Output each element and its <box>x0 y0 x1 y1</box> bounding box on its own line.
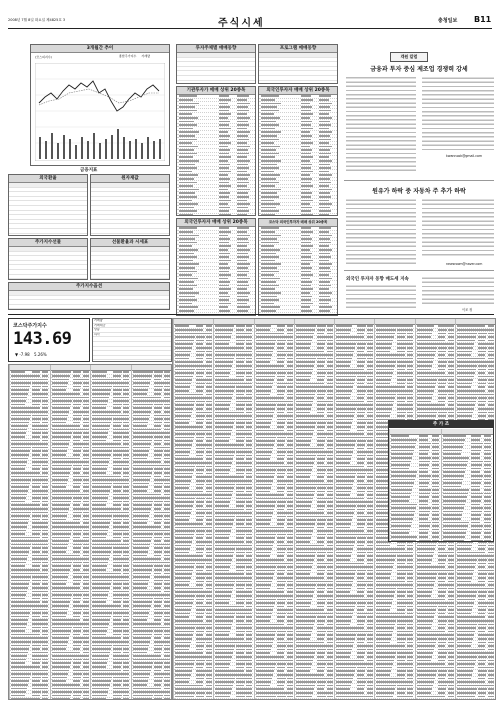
divider-1 <box>344 180 494 181</box>
kosdaq-label: 코스닥주가지수 <box>13 323 47 329</box>
inst-top20-title: 기관투자가 매매 상위 20종목 <box>177 87 255 95</box>
kospi-chart-box <box>30 44 170 166</box>
options-title: 주가지수옵션 <box>9 283 169 291</box>
forex-box <box>8 174 88 236</box>
program-trade-title: 프로그램 매매동향 <box>259 45 337 53</box>
kosdaq-stats-table <box>93 319 171 362</box>
article-3-body <box>346 284 416 310</box>
bottom-right-title: 주 가 조 <box>389 421 493 428</box>
listing-row <box>91 698 132 699</box>
listing-row <box>390 539 442 541</box>
column-header: 객원 칼럼 <box>390 52 428 62</box>
kospi-line-chart <box>35 63 165 161</box>
foreign-top20-box <box>176 218 256 316</box>
article-1-headline: 금융과 투자 중심 제조업 경쟁력 강세 <box>370 66 468 73</box>
commodity-box <box>90 174 170 236</box>
kospi-chart-title: 3개월간 추이 <box>31 45 169 53</box>
kosdaq-stat-label-3: 하락 <box>93 332 147 337</box>
kosdaq-foreign-rows <box>259 227 337 315</box>
options-box <box>8 282 170 310</box>
futures-box <box>8 238 88 280</box>
listing-column <box>389 429 442 541</box>
options-table <box>9 291 169 309</box>
kosdaq-down-icon: ▼ <box>15 352 19 357</box>
listing-column <box>9 365 51 699</box>
kosdaq-stat-label-1: 거래대금 <box>93 323 147 328</box>
listing-column <box>441 429 493 541</box>
foreign-top20-b-title: 외국인투자자 매매 상위 20종목 <box>259 87 337 95</box>
page-number: B11 <box>474 15 492 24</box>
program-trade-table <box>259 53 337 81</box>
masthead-rule <box>8 28 492 29</box>
article-3-headline: 외국인 투자자 동향 매도세 지속 <box>346 277 409 282</box>
listing-row <box>10 698 51 699</box>
forex-title: 외국환율 <box>9 175 87 183</box>
fx-forward-table <box>91 247 169 279</box>
commodity-title: 원자재값 <box>91 175 169 183</box>
futures-table <box>9 247 87 279</box>
listing-row <box>51 698 92 699</box>
bottom-right-rows <box>389 429 493 541</box>
investor-trend-title: 투자주체별 매매동향 <box>177 45 255 53</box>
inst-top20-rows <box>177 95 255 215</box>
kosdaq-stat-label-0: 거래량 <box>93 319 147 323</box>
investor-trend-table <box>177 53 255 81</box>
article-1-body <box>346 76 416 172</box>
fin-indicator-title: 금융지표 <box>80 168 98 173</box>
article-1-byline: kwannook@gmail.com <box>446 154 483 158</box>
legend-price: 종합주가지수 <box>119 54 137 58</box>
kosdaq-change-pct: 5.26% <box>34 352 47 357</box>
article-2-body <box>346 198 416 264</box>
forex-table <box>9 183 87 236</box>
kosdaq-foreign-box <box>258 218 338 316</box>
article-2-headline: 원유가 하락 중 자동차 주 추가 하락 <box>372 188 466 195</box>
fx-forward-title: 선물환율과 시세표 <box>91 239 169 247</box>
futures-title: 주가지수선물 <box>9 239 87 247</box>
listing-column <box>173 319 214 699</box>
fx-forward-box <box>90 238 170 280</box>
listing-column <box>90 365 132 699</box>
section-rule <box>8 314 494 315</box>
kosdaq-stats-box <box>92 318 172 362</box>
kosdaq-index-box <box>8 318 90 362</box>
article-2-byline: newsroom@naver.com <box>446 262 483 266</box>
article-1-body-col2 <box>422 76 494 150</box>
listing-column <box>131 365 173 699</box>
listing-column <box>213 319 254 699</box>
chart-legend <box>119 54 150 58</box>
listing-column <box>294 319 335 699</box>
legend-volume: 거래량 <box>141 54 151 58</box>
kosdaq-foreign-title: 코스닥 외국인투자자 매매 상위 20종목 <box>259 219 337 227</box>
masthead-date: 2008년 7월 8일 화요일 제4825호 3 <box>8 18 66 22</box>
foreign-top20-b-box <box>258 86 338 216</box>
article-2-body-col2 <box>422 198 494 258</box>
divider-2 <box>344 270 494 271</box>
foreign-top20-b-rows <box>259 95 337 215</box>
kosdaq-change: -7.98 <box>19 352 30 357</box>
kosdaq-stat-label-2: 상승 <box>93 328 147 333</box>
inst-top20-box <box>176 86 256 216</box>
commodity-table <box>91 183 169 236</box>
article-3-byline: 이조 정 <box>462 308 473 312</box>
section-title: 주식시세 <box>218 18 265 29</box>
article-3-body-col2 <box>422 276 494 306</box>
listing-column <box>254 319 295 699</box>
foreign-top20-title: 외국인투자자 매매 상위 20종목 <box>177 219 255 227</box>
program-trade-box <box>258 44 338 84</box>
listing-row <box>132 698 173 699</box>
paper-name: 충청일보 <box>438 18 458 24</box>
stock-listing-left <box>8 364 172 700</box>
listing-row <box>442 539 493 541</box>
kosdaq-value: 143.69 <box>13 329 72 349</box>
listing-column <box>334 319 375 699</box>
kosdaq-change-row <box>15 352 47 357</box>
investor-trend-box <box>176 44 256 84</box>
bottom-right-box <box>388 420 494 542</box>
kospi-unit: (코스피지수) <box>35 55 52 59</box>
listing-column <box>50 365 92 699</box>
foreign-top20-rows <box>177 227 255 315</box>
